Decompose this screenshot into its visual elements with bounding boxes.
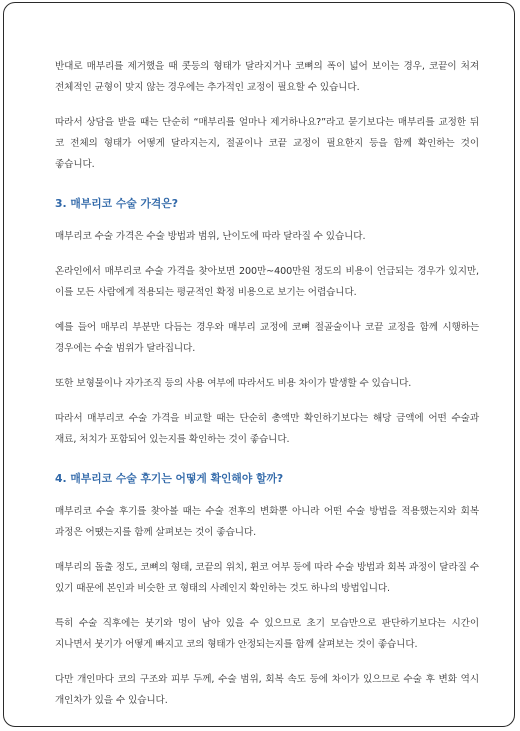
paragraph: 또한 보형물이나 자가조직 등의 사용 여부에 따라서도 비용 차이가 발생할 수 있습니다. — [55, 378, 412, 389]
paragraph: 반대로 매부리를 제거했을 때 콧등의 형태가 달라지거나 코뼈의 폭이 넓어 보이는 경우, 코끝이 처져 전체적인 균형이 맞지 않는 경우에는 추가적인 교정이 필요할 수 있습니다. — [55, 61, 479, 93]
paragraph: 따라서 상담을 받을 때는 단순히 “매부리를 얼마나 제거하나요?”라고 묻기보다는 매부리를 교정한 뒤 코 전체의 형태가 어떻게 달라지는지, 절골이나 코끝 교정이 필요한지 등을 함께 확인하는 것이 좋습니다. — [55, 117, 479, 170]
document-page — [3, 2, 515, 727]
paragraph: 다만 개인마다 코의 구조와 피부 두께, 수술 범위, 회복 속도 등에 차이가 있으므로 수술 후 변화 역시 개인차가 있을 수 있습니다. — [55, 674, 479, 706]
paragraph: 매부리코 수술 가격은 수술 방법과 범위, 난이도에 따라 달라질 수 있습니다. — [55, 231, 366, 242]
section-heading-price: 3. 매부리코 수술 가격은? — [55, 197, 179, 210]
paragraph: 따라서 매부리코 수술 가격을 비교할 때는 단순히 총액만 확인하기보다는 해당 금액에 어떤 수술과 재료, 처치가 포함되어 있는지를 확인하는 것이 좋습니다. — [55, 413, 479, 445]
paragraph: 특히 수술 직후에는 붓기와 멍이 남아 있을 수 있으므로 초기 모습만으로 판단하기보다는 시간이 지나면서 붓기가 어떻게 빠지고 코의 형태가 안정되는지를 함께 살펴보는 것이 좋습니다. — [55, 618, 479, 650]
paragraph: 매부리의 돌출 정도, 코뼈의 형태, 코끝의 위치, 휜코 여부 등에 따라 수술 방법과 회복 과정이 달라질 수 있기 때문에 본인과 비슷한 코 형태의 사례인지 확인하는 것도 하나의 방법입니다. — [55, 562, 479, 594]
article-body — [55, 56, 479, 725]
section-heading-reviews: 4. 매부리코 수술 후기는 어떻게 확인해야 할까? — [55, 472, 284, 485]
paragraph: 예를 들어 매부리 부분만 다듬는 경우와 매부리 교정에 코뼈 절골술이나 코끝 교정을 함께 시행하는 경우에는 수술 범위가 달라집니다. — [55, 322, 479, 354]
paragraph: 온라인에서 매부리코 수술 가격을 찾아보면 200만~400만원 정도의 비용이 언급되는 경우가 있지만, 이를 모든 사람에게 적용되는 평균적인 확정 비용으로 보기는 어렵습니다. — [55, 266, 479, 298]
paragraph: 매부리코 수술 후기를 찾아볼 때는 수술 전후의 변화뿐 아니라 어떤 수술 방법을 적용했는지와 회복 과정은 어땠는지를 함께 살펴보는 것이 좋습니다. — [55, 506, 479, 538]
